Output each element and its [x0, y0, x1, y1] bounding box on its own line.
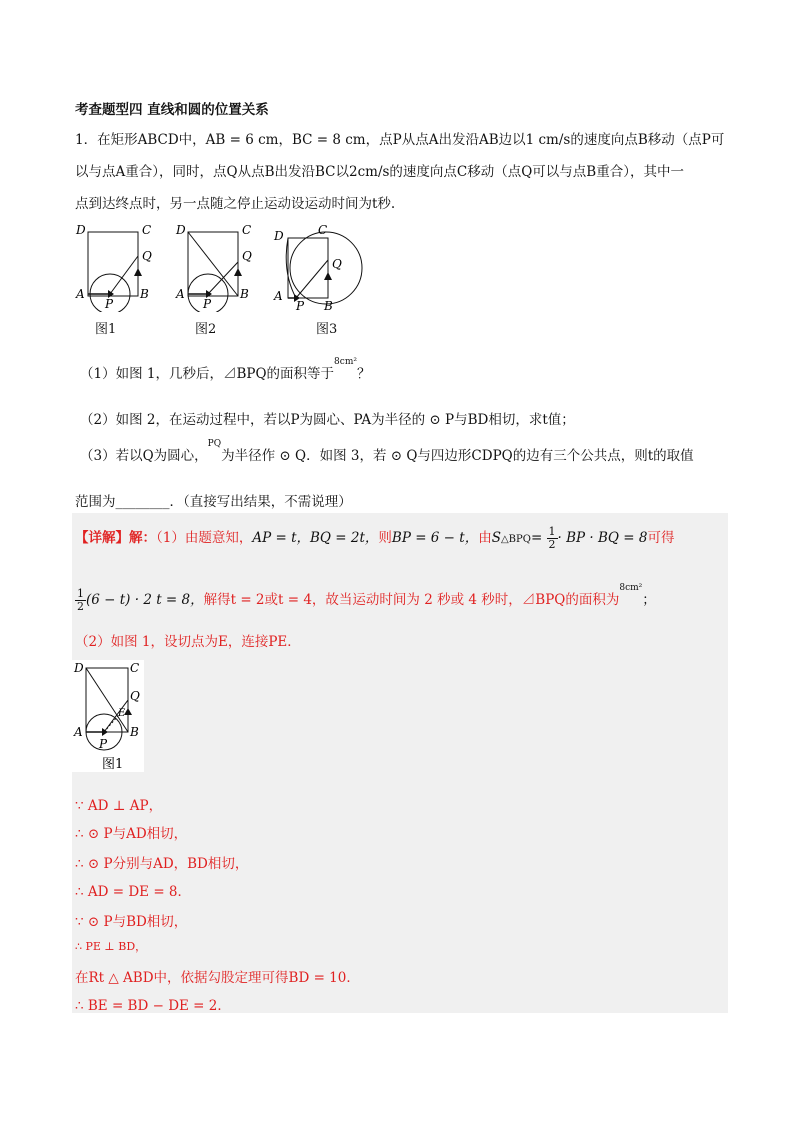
- problem-line-2: 以与点A重合），同时，点Q从点B出发沿BC以2cm/s的速度向点C移动（点Q可以与点B重合），其中一: [75, 164, 684, 180]
- fig1-label-Q: Q: [142, 249, 152, 263]
- solution-step-2: ∴ ⊙ P与AD相切，: [75, 826, 188, 842]
- solution-step-8: ∴ BE = BD − DE = 2．: [75, 998, 231, 1014]
- solution-step-5: ∵ ⊙ P与BD相切，: [75, 914, 188, 930]
- solution-step-1: ∵ AD ⊥ AP，: [75, 798, 163, 814]
- fig1-label-C: C: [142, 223, 152, 237]
- fig1-label-D: D: [76, 223, 86, 237]
- solfig-label-B: B: [130, 725, 139, 739]
- fig3-label-B: B: [324, 299, 333, 312]
- fig1-label-A: A: [76, 287, 85, 301]
- section-heading: 考查题型四 直线和圆的位置关系: [75, 102, 269, 118]
- solfig-label-A: A: [74, 725, 83, 739]
- solfig-label-D: D: [74, 661, 84, 675]
- fig2-label-A: A: [176, 287, 185, 301]
- question-2: （2）如图 2，在运动过程中，若以P为圆心、PA为半径的 ⊙ P与BD相切，求t值；: [80, 412, 575, 428]
- fig1-label-P: P: [105, 297, 114, 311]
- fig2-label-D: D: [176, 223, 186, 237]
- fig3-label-Q: Q: [332, 257, 342, 271]
- solution-line-1: 【详解】解：（1）由题意知，AP = t，BQ = 2t，则BP = 6 − t，由S△BPQ= $\frac{1}{2}\cdot$ BP · BQ = 8可得: [75, 525, 675, 551]
- fig3-label-D: D: [274, 229, 284, 243]
- fig2-label-B: B: [240, 287, 249, 301]
- figure-3-caption: 图3: [316, 322, 338, 337]
- solfig-label-Q: Q: [130, 689, 140, 703]
- fig2-label-Q: Q: [242, 249, 252, 263]
- solfig-label-E: E: [118, 708, 126, 719]
- problem-line-3: 点到达终点时，另一点随之停止运动设运动时间为t秒.: [75, 196, 396, 212]
- solfig-label-C: C: [130, 661, 140, 675]
- figure-1: [72, 222, 162, 312]
- problem-line-1: 1．在矩形ABCD中，AB = 6 cm，BC = 8 cm，点P从点A出发沿AB边以1 cm/s的速度向点B移动（点P可: [75, 132, 725, 148]
- question-3: （3）若以Q为圆心，$^{PQ}$为半径作 ⊙ Q．如图 3，若 ⊙ Q与四边形CDPQ的边有三个公共点，则t的取值: [80, 439, 694, 464]
- figure-1-caption: 图1: [95, 322, 117, 337]
- solution-step-4: ∴ AD = DE = 8．: [75, 884, 192, 900]
- fig3-label-P: P: [296, 299, 305, 312]
- fig2-label-C: C: [242, 223, 252, 237]
- solution-step-3: ∴ ⊙ P分别与AD，BD相切，: [75, 856, 249, 872]
- solfig-caption: 图1: [102, 757, 124, 772]
- solution-step-6: ∴ PE ⊥ BD，: [75, 940, 147, 953]
- fig3-label-A: A: [274, 289, 283, 303]
- figure-2-caption: 图2: [195, 322, 217, 337]
- figure-2: [172, 222, 262, 312]
- solution-line-3: （2）如图 1，设切点为E，连接PE．: [75, 634, 301, 650]
- fig2-label-P: P: [203, 297, 212, 311]
- fig1-label-B: B: [140, 287, 149, 301]
- solution-step-7: 在Rt △ ABD中，依据勾股定理可得BD = 10．: [75, 970, 360, 986]
- solution-figure: [72, 660, 144, 772]
- solution-line-2: $\frac{1}{2}(6 - t) \cdot 2$ t = 8，解得t = 2或t = 4，故当运动时间为 2 秒或 4 秒时，⊿BPQ的面积为$^{8cm^2}$；: [77, 583, 656, 613]
- question-3-line-2: 范围为________．（直接写出结果，不需说理）: [75, 494, 352, 510]
- figure-3: [268, 222, 368, 312]
- question-1: （1）如图 1，几秒后，⊿BPQ的面积等于$^{8cm^2}$？: [80, 357, 371, 382]
- fig3-label-C: C: [318, 223, 328, 237]
- solfig-label-P: P: [99, 737, 108, 751]
